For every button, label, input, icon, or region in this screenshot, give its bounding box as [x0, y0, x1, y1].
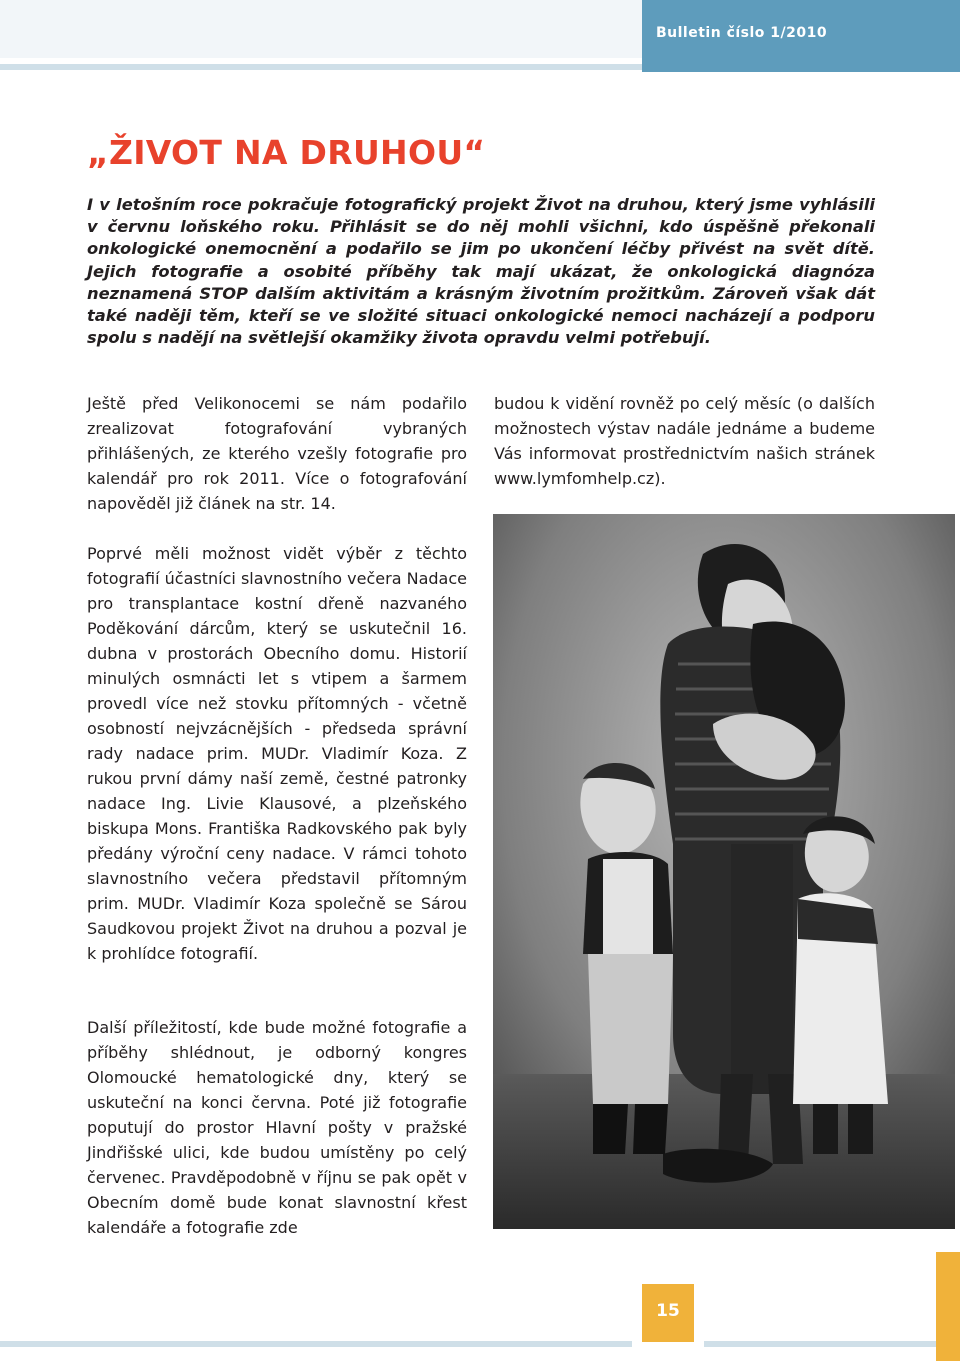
page-number: 15	[656, 1301, 680, 1321]
page-header	[0, 0, 960, 72]
article-lead: I v letošním roce pokračuje fotografický projekt Život na druhou, který jsme vyhlásili v červnu loňského roku. Přihlásit se do něj mohli všichni, kdo úspěšně překonali onkologické onemocnění a podařilo se jim po ukončení léčby přivést na svět dítě. Jejich fotografie a osobité příběhy tak mají ukázat, že onkologická diagnóza neznamená STOP dalším aktivitám a krásným životním prožitkům. Zároveň však dát také naději těm, kteří se ve složité situaci onkologické nemoci nacházejí a podporu spolu s nadějí na světlejší okamžiky života opravdu velmi potřebují.	[87, 195, 875, 348]
footer-divider-left	[0, 1341, 632, 1347]
family-photo	[493, 514, 955, 1229]
article-title: „ŽIVOT NA DRUHOU“	[87, 133, 486, 172]
paragraph-3: Další příležitostí, kde bude možné fotografie a příběhy shlédnout, je odborný kongres Olomoucké hematologické dny, který se uskuteční na konci června. Poté již fotografie poputují do prostor Hlavní pošty v pražské Jindřišské ulici, kde budou umístěny po celý červenec. Pravděpodobně v říjnu se pak opět v Obecním domě bude konat slavnostní křest kalendáře a fotografie zde	[87, 1018, 467, 1237]
paragraph-2: Poprvé měli možnost vidět výběr z těchto fotografií účastníci slavnostního večera Nadace pro transplantace kostní dřeně nazvaného Poděkování dárcům, který se uskutečnil 16. dubna v prostorách Obecního domu. Historií minulých osmnácti let s vtipem a šarmem provedl více než stovku přítomných - včetně osobností nejvzácnějších - předseda správní rady nadace prim. MUDr. Vladimír Koza. Z rukou první dámy naší země, čestné patronky nadace Ing. Livie Klausové, a plzeňského biskupa Mons. Františka Radkovského pak byly předány výroční ceny nadace. V rámci tohoto slavnostního večera představil přítomným prim. MUDr. Vladimír Koza společně se Sárou Saudkovou projekt Život na druhou a pozval je k prohlídce fotografií.	[87, 544, 467, 963]
header-divider	[0, 64, 642, 70]
corner-accent-bar	[936, 1252, 960, 1361]
footer-divider-right	[704, 1341, 960, 1347]
bulletin-label: Bulletin číslo 1/2010	[656, 25, 828, 41]
header-background	[0, 0, 642, 58]
paragraph-4: budou k vidění rovněž po celý měsíc (o dalších možnostech výstav nadále jednáme a budeme Vás informovat prostřednictvím našich stránek www.lymfomhelp.cz).	[494, 394, 875, 488]
paragraph-1: Ještě před Velikonocemi se nám podařilo zrealizovat fotografování vybraných přihlášených, ze kterého vzešly fotografie pro kalendář pro rok 2011. Více o fotografování napověděl již článek na str. 14.	[87, 394, 467, 513]
family-photo-icon	[493, 514, 955, 1229]
